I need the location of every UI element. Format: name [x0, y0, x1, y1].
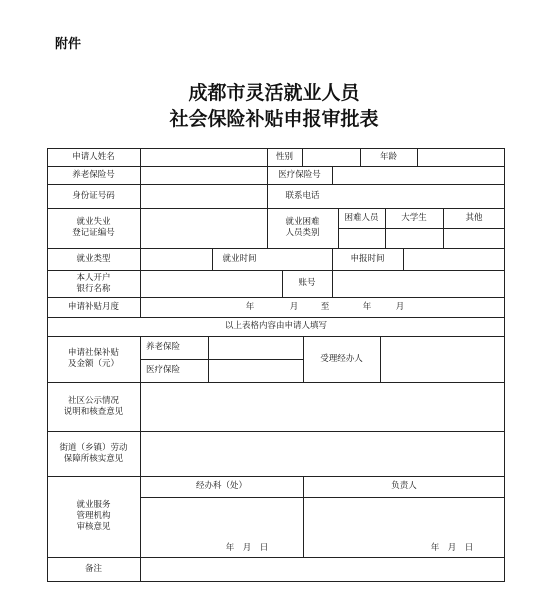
remarks-field[interactable] [141, 558, 504, 581]
handler-field[interactable] [381, 337, 504, 382]
pension-insurance-label: 养老保险 [146, 342, 181, 352]
section-office-opinion-field[interactable] [141, 498, 303, 540]
age-label: 年龄 [379, 151, 397, 162]
employment-agency-label: 就业服务 管理机构 审核意见 [76, 500, 111, 532]
applicant-name-label: 申请人姓名 [72, 151, 115, 162]
from-year-label: 年 [245, 301, 255, 312]
phone-field[interactable] [339, 185, 504, 208]
to-label: 至 [320, 301, 330, 312]
bank-name-label: 本人开户 银行名称 [76, 272, 111, 294]
medical-insurance-label: 医疗保险 [146, 365, 181, 375]
employment-time-field[interactable] [268, 249, 332, 270]
community-opinion-field[interactable] [141, 383, 504, 431]
medical-no-label: 医疗保险号 [278, 169, 321, 180]
gender-label: 性别 [275, 151, 293, 162]
section-office-label: 经办科（处） [195, 481, 247, 491]
phone-label: 联系电话 [285, 190, 320, 201]
form-title-line1: 成都市灵活就业人员 [188, 82, 360, 104]
person-in-charge-opinion-field[interactable] [304, 498, 504, 540]
medical-no-field[interactable] [333, 167, 504, 184]
category-graduate-field[interactable] [386, 229, 443, 248]
from-month-label: 月 [289, 301, 299, 312]
category-hardship-field[interactable] [339, 229, 385, 248]
applicant-fills-note: 以上表格内容由申请人填写 [224, 321, 327, 331]
table-border-bottom [47, 581, 505, 582]
bank-name-field[interactable] [141, 271, 282, 297]
applicant-name-field[interactable] [141, 149, 267, 166]
category-hardship-label: 困难人员 [344, 212, 379, 223]
id-no-label: 身份证号码 [72, 190, 115, 201]
subsidy-items-label: 申请社保补贴 及金额（元） [67, 348, 119, 369]
apply-time-field[interactable] [404, 249, 504, 270]
form-title-line2: 社会保险补贴申报审批表 [169, 108, 379, 130]
street-opinion-label: 街道（乡镇）劳动 保障所核实意见 [59, 442, 128, 464]
pension-amount-field[interactable] [209, 337, 303, 359]
to-year-label: 年 [362, 301, 372, 312]
street-opinion-field[interactable] [141, 432, 504, 476]
subsidy-months-label: 申请补贴月度 [67, 301, 119, 312]
to-month-label: 月 [395, 301, 405, 312]
community-opinion-label: 社区公示情况 说明和核查意见 [63, 395, 124, 417]
category-other-label: 其他 [465, 212, 483, 223]
remarks-label: 备注 [84, 563, 102, 574]
person-in-charge-date: 年 月 日 [430, 542, 474, 553]
category-graduate-label: 大学生 [401, 212, 427, 223]
handler-label: 受理经办人 [320, 353, 363, 364]
unemployment-cert-label: 就业失业 登记证编号 [72, 217, 115, 238]
category-other-field[interactable] [444, 229, 504, 248]
account-no-field[interactable] [333, 271, 504, 297]
unemployment-cert-field[interactable] [141, 209, 267, 248]
employment-type-label: 就业类型 [76, 253, 111, 264]
account-no-label: 账号 [298, 278, 316, 288]
section-office-date: 年 月 日 [225, 542, 269, 553]
pension-no-label: 养老保险号 [72, 169, 115, 180]
employment-time-label: 就业时间 [222, 253, 257, 264]
medical-amount-field[interactable] [209, 360, 303, 382]
difficulty-category-label: 就业困难 人员类别 [285, 217, 320, 238]
application-form-table [47, 148, 505, 582]
apply-time-label: 申报时间 [350, 253, 385, 264]
person-in-charge-label: 负责人 [391, 481, 417, 491]
id-no-field[interactable] [141, 185, 267, 208]
gender-field[interactable] [303, 149, 360, 166]
attachment-label: 附件 [55, 37, 82, 52]
employment-type-field[interactable] [141, 249, 212, 270]
pension-no-field[interactable] [141, 167, 267, 184]
age-field[interactable] [418, 149, 504, 166]
